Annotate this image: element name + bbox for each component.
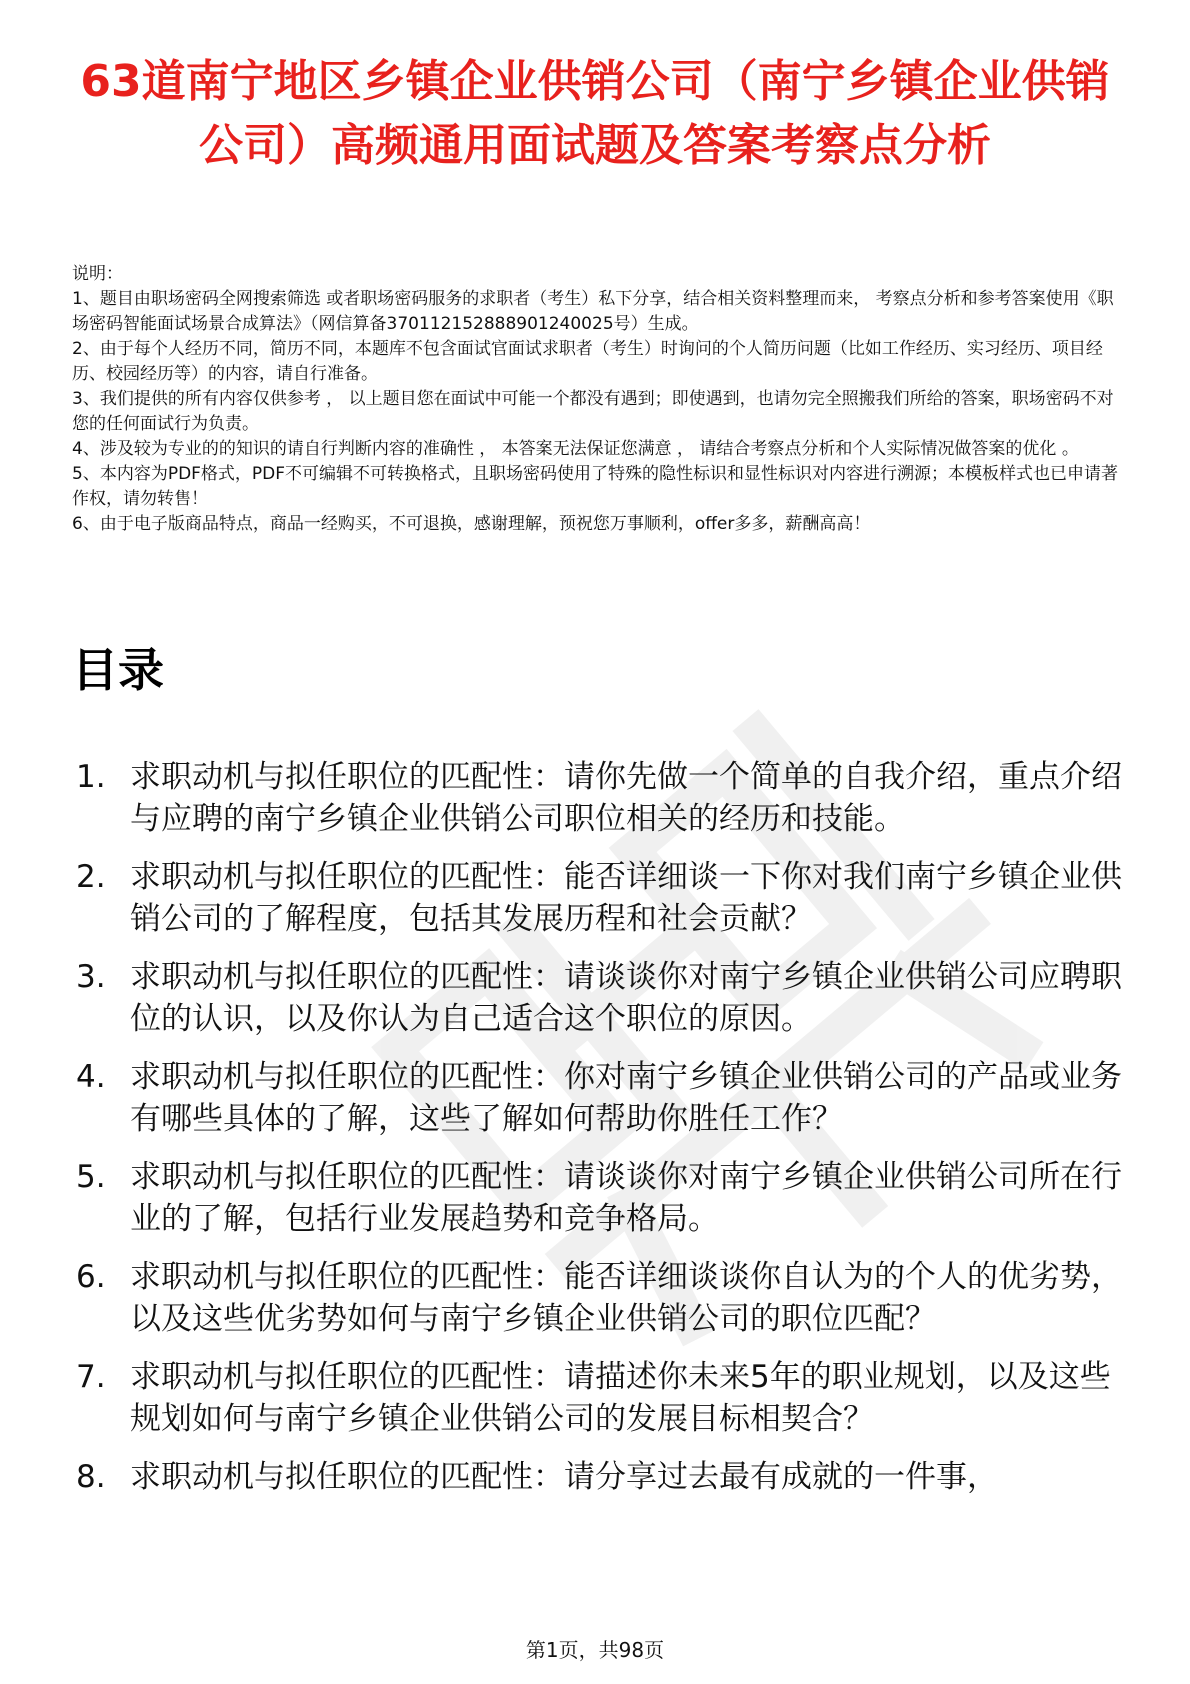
document-title: 63道南宁地区乡镇企业供销公司（南宁乡镇企业供销公司）高频通用面试题及答案考察点分析 <box>80 56 1110 171</box>
toc-heading: 目录 <box>72 643 164 697</box>
toc-item[interactable] <box>72 1356 1122 1440</box>
toc-item-number: 5. <box>76 1159 106 1195</box>
note-item: 6、由于电子版商品特点，商品一经购买，不可退换，感谢理解，预祝您万事顺利，offer多多，薪酬高高！ <box>72 514 871 534</box>
note-item: 4、涉及较为专业的的知识的请自行判断内容的准确性 ， 本答案无法保证您满意 ， 请结合考察点分析和个人实际情况做答案的优化 。 <box>72 439 1079 459</box>
toc-item-text: 求职动机与拟任职位的匹配性：请你先做一个简单的自我介绍，重点介绍与应聘的南宁乡镇企业供销公司职位相关的经历和技能。 <box>130 759 1122 837</box>
toc-item[interactable] <box>72 1156 1122 1240</box>
note-item: 3、我们提供的所有内容仅供参考 ， 以上题目您在面试中可能一个都没有遇到；即使遇到，也请勿完全照搬我们所给的答案，职场密码不对您的任何面试行为负责。 <box>72 389 1114 434</box>
toc-item-text: 求职动机与拟任职位的匹配性：能否详细谈一下你对我们南宁乡镇企业供销公司的了解程度，包括其发展历程和社会贡献？ <box>130 859 1122 937</box>
toc-item-number: 2. <box>76 859 106 895</box>
toc-item-number: 8. <box>76 1459 106 1495</box>
toc-item-text: 求职动机与拟任职位的匹配性：请分享过去最有成就的一件事， <box>130 1459 998 1495</box>
toc-item[interactable] <box>72 1256 1122 1340</box>
note-item: 5、本内容为PDF格式，PDF不可编辑不可转换格式，且职场密码使用了特殊的隐性标识和显性标识对内容进行溯源；本模板样式也已申请著作权，请勿转售！ <box>72 464 1119 509</box>
toc-item[interactable] <box>72 1456 1122 1498</box>
toc-item[interactable] <box>72 756 1122 840</box>
toc-item-number: 3. <box>76 959 106 995</box>
note-item: 2、由于每个人经历不同，简历不同，本题库不包含面试官面试求职者（考生）时询问的个人简历问题（比如工作经历、实习经历、项目经历、校园经历等）的内容，请自行准备。 <box>72 339 1103 384</box>
notes-section <box>72 262 1120 537</box>
notes-heading: 说明： <box>72 264 123 284</box>
page-footer: 第1页，共98页 <box>525 1638 665 1662</box>
toc-item-text: 求职动机与拟任职位的匹配性：请谈谈你对南宁乡镇企业供销公司应聘职位的认识，以及你认为自己适合这个职位的原因。 <box>130 959 1122 1037</box>
toc-item-text: 求职动机与拟任职位的匹配性：你对南宁乡镇企业供销公司的产品或业务有哪些具体的了解，这些了解如何帮助你胜任工作？ <box>130 1059 1122 1137</box>
toc-item-number: 6. <box>76 1259 106 1295</box>
toc-item-text: 求职动机与拟任职位的匹配性：请描述你未来5年的职业规划，以及这些规划如何与南宁乡镇企业供销公司的发展目标相契合？ <box>130 1359 1111 1437</box>
toc-item-text: 求职动机与拟任职位的匹配性：能否详细谈谈你自认为的个人的优劣势，以及这些优劣势如何与南宁乡镇企业供销公司的职位匹配？ <box>130 1259 1122 1337</box>
toc-item[interactable] <box>72 956 1122 1040</box>
toc-list <box>72 756 1122 1514</box>
toc-item[interactable] <box>72 856 1122 940</box>
note-item: 1、题目由职场密码全网搜索筛选 或者职场密码服务的求职者（考生）私下分享，结合相关资料整理而来， 考察点分析和参考答案使用《职场密码智能面试场景合成算法》（网信算备370112152888901240025号）生成。 <box>72 289 1114 334</box>
toc-item-number: 1. <box>76 759 106 795</box>
toc-item-number: 7. <box>76 1359 106 1395</box>
toc-item[interactable] <box>72 1056 1122 1140</box>
toc-item-text: 求职动机与拟任职位的匹配性：请谈谈你对南宁乡镇企业供销公司所在行业的了解，包括行业发展趋势和竞争格局。 <box>130 1159 1122 1237</box>
toc-item-number: 4. <box>76 1059 106 1095</box>
